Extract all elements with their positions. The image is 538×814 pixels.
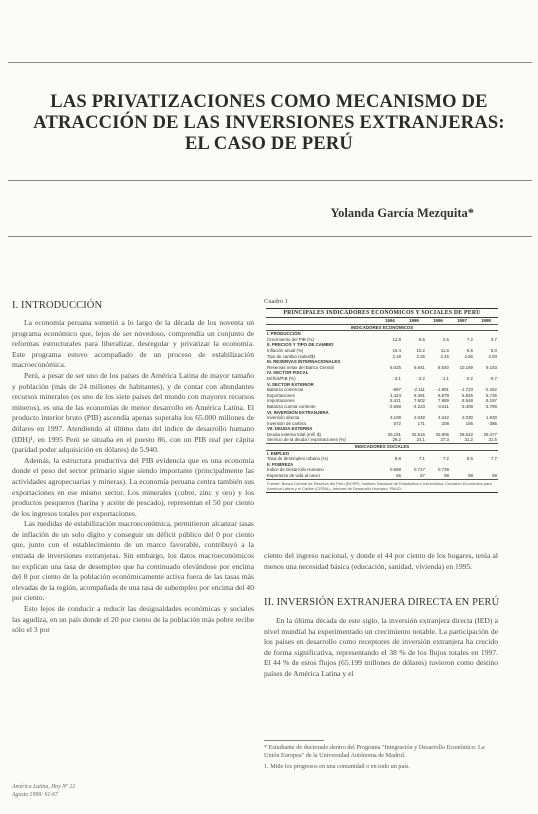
table-cell: 2.030 — [462, 415, 473, 421]
table-cell: 30.191 — [387, 431, 401, 437]
table-cell: 0.698 — [390, 467, 401, 473]
table-cell: 2.66 — [464, 353, 473, 359]
row-label: Tipo de cambio (soles/$) — [267, 353, 315, 359]
row-label: Balanza cuenta corriente — [267, 403, 316, 409]
table-cell: 5.421 — [390, 398, 401, 404]
table-cell: 2.048 — [414, 415, 425, 421]
table-cell: 11.8 — [440, 347, 449, 353]
table-cell: 69 — [492, 473, 497, 479]
table-cell: 68 — [468, 473, 473, 479]
table-cell: 31.5 — [488, 437, 497, 443]
table-cell: 3.242 — [438, 415, 449, 421]
table-title: PRINCIPALES INDICADORES ECONÓMICOS Y SOCIALES DE PERÚ — [266, 309, 498, 318]
journal-line: América Latina, Hoy Nº 22 — [12, 784, 76, 790]
row-label: I. PRODUCCIÓN — [267, 331, 301, 337]
table-cell: -3.408 — [460, 403, 473, 409]
table-cell: 33.515 — [411, 431, 425, 437]
table-cell: 0.7 — [490, 336, 497, 342]
header-rule — [8, 62, 532, 63]
paragraph: ciento del ingreso nacional, y donde el 44 por ciento de los hogares, tenía al menos una necesidad básica (educación, sanidad, vivienda) en 1995. — [264, 551, 498, 571]
title-rule — [8, 180, 532, 181]
table-cell: 0.717 — [414, 467, 425, 473]
row-label: II. PRECIOS Y TIPO DE CAMBIO — [267, 342, 334, 348]
table-cell: 68 — [444, 473, 449, 479]
row-label: IV. SECTOR FISCAL — [267, 370, 309, 376]
row-label: III. RESERVAS INTERNACIONALES — [267, 359, 341, 365]
table-cell: -1.991 — [436, 387, 449, 393]
title-line-2: ATRACCIÓN DE LAS INVERSIONES EXTRANJERAS: — [33, 113, 505, 133]
table-cell: 10.2 — [416, 347, 425, 353]
table-cell: -3.611 — [436, 403, 449, 409]
table-cell: -3.789 — [484, 403, 497, 409]
table-cell: 2.93 — [488, 353, 497, 359]
row-label: V. SECTOR EXTERIOR — [267, 381, 314, 387]
table-cell: 29.2 — [392, 437, 401, 443]
table-cell: 31.2 — [464, 437, 473, 443]
year-header: 1997 — [450, 318, 474, 324]
table-cell: 7.2 — [442, 456, 449, 462]
table-cell: -4.223 — [412, 403, 425, 409]
table-cell: 7.602 — [414, 398, 425, 404]
table-cell: 27.3 — [440, 437, 449, 443]
table-cell: 28.642 — [459, 431, 473, 437]
table-cell: 1.930 — [486, 415, 497, 421]
table-cell: 33.805 — [435, 431, 449, 437]
table-cell: 3.108 — [390, 415, 401, 421]
paragraph: Las medidas de estabilización macroeconómica, permitieron alcanzar tasas de inflación de un solo dígito y conseguir un déficit público del 0 por ciento que, junto con el establecimiento de un marco favorable, contribuyó a la entrada de inversiones extranjeras. Sin embargo, los datos macroeconómicos no explican una tasa de desempleo que ha continuado elevándose por encima del 8 por ciento de la población económicamente activa fuera de las tasas más elevadas de la región, acompañada de una tasa de subempleo por encima del 40 por ciento. — [12, 519, 254, 603]
paragraph: En la última década de este siglo, la inversión extranjera directa (IED) a nivel mundial ha experimentado un crecimiento notable. La participación de los países en desarrollo como receptores de inversión extranjera ha crecido de forma significativa, representando el 38 % de los flujos totales en 1997. El 44 % de estos flujos (65.199 millones de dólares) tuvieron como destino países de América Latina y el — [264, 616, 498, 678]
table-cell: 0.2 — [466, 375, 473, 381]
table-cell: 66 — [396, 473, 401, 479]
table-cell: 171 — [417, 420, 425, 426]
row-label: Déficit/PIB (%) — [267, 375, 296, 381]
table-cell: 572 — [393, 420, 401, 426]
table-section-row — [266, 444, 498, 451]
table-cell: 8.548 — [462, 398, 473, 404]
row-label: Reservas netas del Banco Central — [267, 364, 334, 370]
table-cell: 6.641 — [414, 364, 425, 370]
footnote: * Estudiante de doctorado dentro del Programa "Integración y Desarrollo Económico: La Unión Europea" de la Universidad Autónoma de Madrid. — [264, 744, 485, 760]
title-line-1: LAS PRIVATIZACIONES COMO MECANISMO DE — [50, 92, 488, 112]
row-label: Exportaciones — [267, 392, 295, 398]
table-cell: 2.5 — [442, 336, 449, 342]
table-cell: 208 — [441, 420, 449, 426]
table-cell: 7.869 — [438, 398, 449, 404]
section-1-heading: I. INTRODUCCIÓN — [12, 300, 103, 311]
table-cell: 6.025 — [390, 364, 401, 370]
table-cell: 2.25 — [416, 353, 425, 359]
table-cell: 29.477 — [483, 431, 497, 437]
table-cell: -0.7 — [489, 375, 497, 381]
row-label: Importaciones — [267, 398, 295, 404]
section-social-label: INDICADORES SOCIALES — [266, 444, 498, 451]
table-cell: 5.878 — [438, 392, 449, 398]
table-cell: -997 — [392, 387, 401, 393]
table-label: Cuadro 1 — [264, 298, 289, 305]
table-cell: 10.169 — [459, 364, 473, 370]
row-label: Servicio de la deuda / exportaciones (%) — [267, 437, 346, 443]
author-name: Yolanda García Mezquita* — [330, 206, 474, 220]
right-column — [264, 616, 498, 680]
table-cell: 0.739 — [438, 467, 449, 473]
table-section-row — [266, 324, 498, 331]
article-title — [0, 92, 538, 155]
table-cell: -2.462 — [484, 387, 497, 393]
row-label: Inversión de cartera — [267, 420, 306, 426]
journal-line: Agosto 1999: 61-67 — [12, 792, 59, 798]
table-cell: 7.2 — [466, 336, 473, 342]
table-cell: -1.1 — [441, 375, 449, 381]
table-cell: -3.2 — [417, 375, 425, 381]
table-cell: 67 — [420, 473, 425, 479]
row-label: I. EMPLEO — [267, 450, 290, 456]
table-cell: -2.111 — [413, 387, 425, 393]
table-cell: -2.658 — [388, 403, 401, 409]
row-label: Índice de Desarrollo Humano — [267, 467, 324, 473]
table-cell: 8.6 — [418, 336, 425, 342]
paragraph: Esto lejos de conducir a reducir las desigualdades económicas y sociales las agudiza, en un país donde el 20 por ciento de la población más pobre recibe sólo el 3 por — [12, 604, 254, 635]
section-economic-label: INDICADORES ECONÓMICOS — [266, 324, 498, 331]
indicators-table — [266, 308, 498, 493]
row-label: II. POBREZA — [267, 461, 294, 467]
table-cell: 12.8 — [392, 336, 401, 342]
table-cell: 7.1 — [418, 456, 425, 462]
paragraph: Perú, a pesar de ser uno de los países de América Latina de mayor tamaño y población (más de 24 millones de habitantes), y de contar con abundantes recursos minerales (es uno de los siete países del mundo con mayores recursos mineros), es una de las economías de menor desarrollo en América Latina. El producto interior bruto (PIB) ascendía apenas superaba los 65.000 millones de dólares en 1997. Atendiendo al último dato del índice de desarrollo humano (IDH)¹, en 1995 Perú se situaba en el puesto 86, con un PIB real per cápita (paridad poder adquisición en dólares) de 5.940. — [12, 370, 254, 455]
footnote: 1. Mide los progresos en una comunidad o en todo un país. — [264, 762, 410, 770]
table-cell: 9.183 — [486, 364, 497, 370]
paragraph: Además, la estructura productiva del PIB evidencia que es una economía donde el peso del sector primario sigue siendo importante (principalmente las actividades agropecuarias y mineras). La economía peruana centra también sus exportaciones en ese mismo sector. Los minerales (cobre, zinc y oro) y los productos pesqueros (harina y aceite de pescado), representan el 50 por ciento de los ingresos totales por exportaciones. — [12, 455, 254, 518]
table-cell: 2.45 — [440, 353, 449, 359]
table-cell: 5.735 — [486, 392, 497, 398]
row-label: VII. DEUDA EXTERNA — [267, 426, 313, 432]
table-cell: 8.6 — [466, 456, 473, 462]
row-label: Esperanza de vida al nacer — [267, 473, 321, 479]
year-header: 1996 — [426, 318, 450, 324]
row-label: VI. INVERSIÓN EXTRANJERA — [267, 409, 329, 415]
title-line-3: EL CASO DE PERÚ — [185, 134, 353, 154]
table-cell: 4.424 — [390, 392, 401, 398]
table-cell: -1.723 — [460, 387, 473, 393]
table-cell: -3.1 — [393, 375, 401, 381]
author-rule — [8, 236, 532, 237]
table-cell: -385 — [488, 420, 497, 426]
right-column-continuation — [264, 551, 498, 572]
footnotes — [264, 744, 498, 771]
table-cell: 156 — [465, 420, 473, 426]
paragraph: La economía peruana sometió a lo largo de la década de los noventa un programa económico que, lejos de ser novedoso, comprendía un conjunto de reformas estructurales para liberalizar, desregular y privatizar la economía. Este programa estuvo acompañado de un proceso de estabilización macroeconómica. — [12, 318, 254, 370]
table-cell: 6.825 — [462, 392, 473, 398]
year-header: 1998 — [474, 318, 498, 324]
row-label: Crecimiento del PIB (%) — [267, 336, 314, 342]
row-label: Inflación anual (%) — [267, 347, 304, 353]
section-2-heading: II. INVERSIÓN EXTRANJERA DIRECTA EN PERÚ — [264, 597, 500, 608]
table-cell: 5.491 — [414, 392, 425, 398]
table-cell: 8.8 — [394, 456, 401, 462]
row-label: Balanza comercial — [267, 387, 303, 393]
year-header: 1994 — [378, 318, 402, 324]
journal-reference — [12, 783, 75, 799]
table-cell: 6.5 — [466, 347, 473, 353]
row-label: Inversión directa — [267, 415, 300, 421]
left-column — [12, 318, 254, 636]
row-label: Tasa de desempleo urbano (%) — [267, 456, 329, 462]
table-cell: 15.4 — [392, 347, 401, 353]
row-label: Deuda externa total (mill. $) — [267, 431, 321, 437]
table-source-note: Fuente: Banco Central de Reserva del Perú (BCRP); Instituto Nacional de Estadística e Informática; Comisión Económica para América Latina y el Caribe (CEPAL); Informe de Desarrollo Humano, PNUD. — [266, 479, 498, 492]
table-cell: 2.19 — [392, 353, 401, 359]
table-cell: 8.197 — [486, 398, 497, 404]
table-cell: 6.0 — [490, 347, 497, 353]
table-cell: 8.540 — [438, 364, 449, 370]
table-cell: 7.7 — [490, 456, 497, 462]
table-cell: 24.1 — [416, 437, 425, 443]
year-header: 1995 — [402, 318, 426, 324]
footnote-rule — [264, 740, 324, 741]
